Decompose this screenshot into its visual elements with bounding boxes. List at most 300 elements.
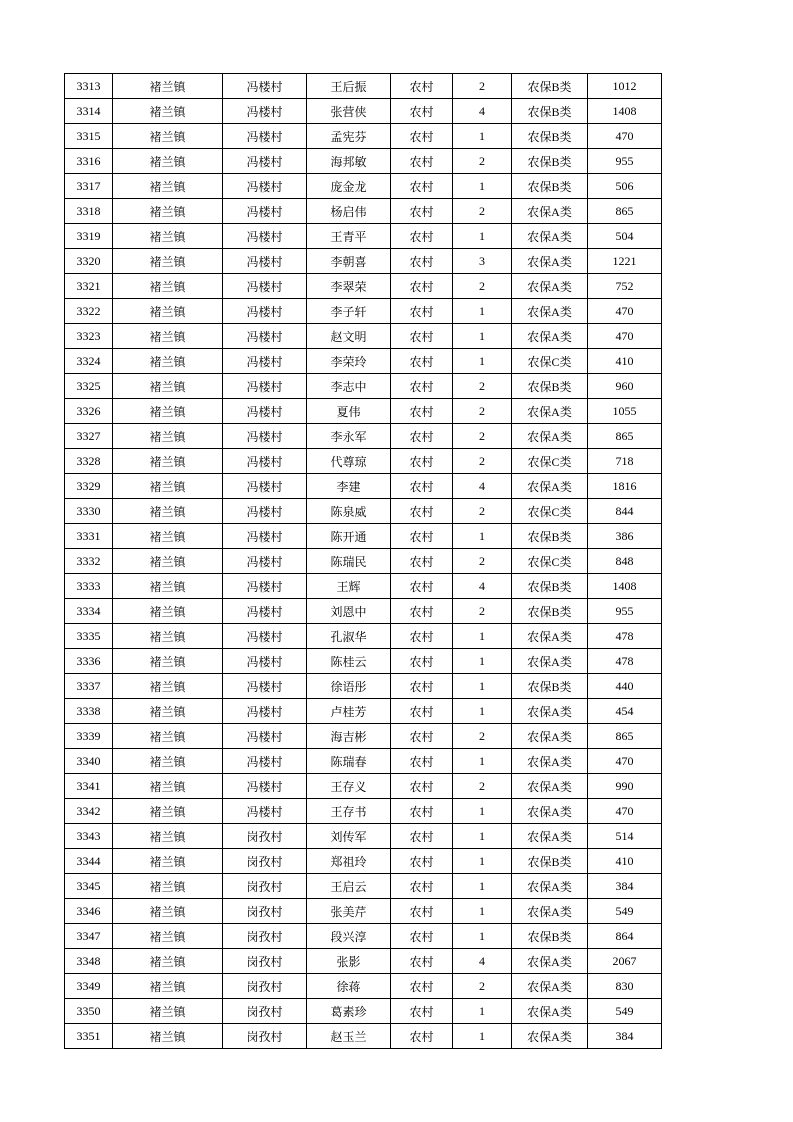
cell-village: 冯楼村 <box>223 499 307 524</box>
cell-category: 农保A类 <box>512 199 588 224</box>
cell-amount: 1055 <box>588 399 662 424</box>
cell-village: 岗孜村 <box>223 974 307 999</box>
cell-amount: 1221 <box>588 249 662 274</box>
cell-id: 3316 <box>65 149 113 174</box>
cell-village: 冯楼村 <box>223 449 307 474</box>
cell-name: 刘传军 <box>307 824 391 849</box>
cell-category: 农保C类 <box>512 349 588 374</box>
cell-count: 1 <box>453 124 512 149</box>
table-row <box>65 374 662 399</box>
cell-type: 农村 <box>391 274 453 299</box>
cell-category: 农保A类 <box>512 424 588 449</box>
cell-count: 1 <box>453 899 512 924</box>
cell-count: 2 <box>453 499 512 524</box>
cell-amount: 955 <box>588 599 662 624</box>
cell-amount: 386 <box>588 524 662 549</box>
cell-id: 3318 <box>65 199 113 224</box>
cell-town: 褚兰镇 <box>113 649 223 674</box>
cell-category: 农保B类 <box>512 374 588 399</box>
cell-name: 王存义 <box>307 774 391 799</box>
table-row <box>65 249 662 274</box>
cell-type: 农村 <box>391 199 453 224</box>
cell-type: 农村 <box>391 449 453 474</box>
cell-category: 农保B类 <box>512 74 588 99</box>
records-table <box>64 73 662 1049</box>
table-row <box>65 924 662 949</box>
cell-type: 农村 <box>391 849 453 874</box>
cell-category: 农保A类 <box>512 399 588 424</box>
cell-count: 2 <box>453 974 512 999</box>
cell-category: 农保C类 <box>512 549 588 574</box>
cell-name: 杨启伟 <box>307 199 391 224</box>
cell-name: 陈瑞民 <box>307 549 391 574</box>
cell-id: 3337 <box>65 674 113 699</box>
cell-category: 农保A类 <box>512 899 588 924</box>
cell-count: 1 <box>453 699 512 724</box>
cell-village: 岗孜村 <box>223 849 307 874</box>
cell-category: 农保A类 <box>512 949 588 974</box>
table-row <box>65 399 662 424</box>
cell-town: 褚兰镇 <box>113 549 223 574</box>
cell-amount: 844 <box>588 499 662 524</box>
cell-count: 2 <box>453 774 512 799</box>
cell-amount: 1012 <box>588 74 662 99</box>
cell-town: 褚兰镇 <box>113 449 223 474</box>
cell-count: 1 <box>453 874 512 899</box>
cell-town: 褚兰镇 <box>113 974 223 999</box>
cell-id: 3336 <box>65 649 113 674</box>
cell-count: 4 <box>453 949 512 974</box>
cell-town: 褚兰镇 <box>113 599 223 624</box>
table-row <box>65 549 662 574</box>
table-row <box>65 424 662 449</box>
cell-type: 农村 <box>391 749 453 774</box>
cell-village: 冯楼村 <box>223 799 307 824</box>
cell-count: 1 <box>453 799 512 824</box>
cell-type: 农村 <box>391 1024 453 1049</box>
cell-category: 农保A类 <box>512 874 588 899</box>
cell-category: 农保A类 <box>512 249 588 274</box>
cell-id: 3346 <box>65 899 113 924</box>
cell-type: 农村 <box>391 349 453 374</box>
cell-town: 褚兰镇 <box>113 174 223 199</box>
cell-town: 褚兰镇 <box>113 499 223 524</box>
cell-village: 冯楼村 <box>223 474 307 499</box>
cell-town: 褚兰镇 <box>113 424 223 449</box>
cell-type: 农村 <box>391 949 453 974</box>
cell-town: 褚兰镇 <box>113 899 223 924</box>
cell-id: 3342 <box>65 799 113 824</box>
cell-town: 褚兰镇 <box>113 299 223 324</box>
cell-name: 郑祖玲 <box>307 849 391 874</box>
cell-name: 陈开通 <box>307 524 391 549</box>
cell-id: 3317 <box>65 174 113 199</box>
cell-village: 岗孜村 <box>223 924 307 949</box>
cell-id: 3314 <box>65 99 113 124</box>
cell-count: 1 <box>453 749 512 774</box>
cell-amount: 960 <box>588 374 662 399</box>
cell-id: 3324 <box>65 349 113 374</box>
cell-count: 1 <box>453 924 512 949</box>
cell-town: 褚兰镇 <box>113 74 223 99</box>
table-row <box>65 674 662 699</box>
cell-amount: 504 <box>588 224 662 249</box>
cell-count: 2 <box>453 74 512 99</box>
cell-id: 3343 <box>65 824 113 849</box>
cell-name: 代尊琼 <box>307 449 391 474</box>
cell-name: 王启云 <box>307 874 391 899</box>
cell-id: 3348 <box>65 949 113 974</box>
cell-count: 2 <box>453 449 512 474</box>
cell-village: 冯楼村 <box>223 424 307 449</box>
cell-town: 褚兰镇 <box>113 324 223 349</box>
cell-count: 4 <box>453 99 512 124</box>
table-row <box>65 774 662 799</box>
cell-id: 3333 <box>65 574 113 599</box>
cell-name: 葛素珍 <box>307 999 391 1024</box>
cell-amount: 864 <box>588 924 662 949</box>
cell-village: 冯楼村 <box>223 599 307 624</box>
cell-town: 褚兰镇 <box>113 99 223 124</box>
cell-count: 2 <box>453 599 512 624</box>
cell-category: 农保A类 <box>512 824 588 849</box>
cell-amount: 454 <box>588 699 662 724</box>
cell-amount: 955 <box>588 149 662 174</box>
cell-count: 2 <box>453 399 512 424</box>
cell-id: 3321 <box>65 274 113 299</box>
cell-amount: 384 <box>588 874 662 899</box>
cell-count: 1 <box>453 999 512 1024</box>
cell-village: 冯楼村 <box>223 774 307 799</box>
cell-count: 1 <box>453 524 512 549</box>
cell-amount: 470 <box>588 299 662 324</box>
table-row <box>65 974 662 999</box>
cell-amount: 865 <box>588 724 662 749</box>
cell-village: 冯楼村 <box>223 249 307 274</box>
table-row <box>65 599 662 624</box>
cell-village: 冯楼村 <box>223 99 307 124</box>
cell-type: 农村 <box>391 374 453 399</box>
cell-name: 赵玉兰 <box>307 1024 391 1049</box>
cell-town: 褚兰镇 <box>113 849 223 874</box>
cell-village: 冯楼村 <box>223 724 307 749</box>
cell-village: 冯楼村 <box>223 399 307 424</box>
cell-category: 农保B类 <box>512 674 588 699</box>
cell-type: 农村 <box>391 299 453 324</box>
cell-name: 王后振 <box>307 74 391 99</box>
cell-amount: 410 <box>588 849 662 874</box>
cell-name: 李荣玲 <box>307 349 391 374</box>
cell-category: 农保B类 <box>512 174 588 199</box>
cell-town: 褚兰镇 <box>113 799 223 824</box>
cell-count: 2 <box>453 724 512 749</box>
cell-name: 陈瑞春 <box>307 749 391 774</box>
cell-village: 冯楼村 <box>223 124 307 149</box>
cell-town: 褚兰镇 <box>113 524 223 549</box>
cell-amount: 1408 <box>588 99 662 124</box>
cell-category: 农保B类 <box>512 599 588 624</box>
table-row <box>65 574 662 599</box>
table-row <box>65 499 662 524</box>
table-row <box>65 749 662 774</box>
cell-town: 褚兰镇 <box>113 574 223 599</box>
cell-category: 农保A类 <box>512 999 588 1024</box>
cell-amount: 514 <box>588 824 662 849</box>
table-row <box>65 824 662 849</box>
cell-town: 褚兰镇 <box>113 149 223 174</box>
cell-town: 褚兰镇 <box>113 924 223 949</box>
cell-id: 3332 <box>65 549 113 574</box>
cell-village: 冯楼村 <box>223 299 307 324</box>
cell-name: 孟宪芬 <box>307 124 391 149</box>
cell-amount: 752 <box>588 274 662 299</box>
cell-town: 褚兰镇 <box>113 249 223 274</box>
cell-type: 农村 <box>391 624 453 649</box>
cell-name: 李志中 <box>307 374 391 399</box>
table-row <box>65 224 662 249</box>
cell-count: 1 <box>453 174 512 199</box>
cell-amount: 478 <box>588 649 662 674</box>
cell-name: 李建 <box>307 474 391 499</box>
cell-town: 褚兰镇 <box>113 374 223 399</box>
cell-count: 3 <box>453 249 512 274</box>
cell-id: 3351 <box>65 1024 113 1049</box>
cell-type: 农村 <box>391 499 453 524</box>
cell-town: 褚兰镇 <box>113 774 223 799</box>
cell-town: 褚兰镇 <box>113 874 223 899</box>
cell-category: 农保B类 <box>512 524 588 549</box>
cell-amount: 478 <box>588 624 662 649</box>
cell-name: 张影 <box>307 949 391 974</box>
cell-category: 农保A类 <box>512 624 588 649</box>
cell-village: 冯楼村 <box>223 174 307 199</box>
table-row <box>65 649 662 674</box>
cell-town: 褚兰镇 <box>113 399 223 424</box>
cell-type: 农村 <box>391 899 453 924</box>
cell-type: 农村 <box>391 699 453 724</box>
cell-type: 农村 <box>391 224 453 249</box>
cell-town: 褚兰镇 <box>113 674 223 699</box>
cell-name: 陈桂云 <box>307 649 391 674</box>
cell-name: 段兴淳 <box>307 924 391 949</box>
cell-count: 4 <box>453 574 512 599</box>
cell-category: 农保A类 <box>512 649 588 674</box>
cell-village: 冯楼村 <box>223 74 307 99</box>
cell-type: 农村 <box>391 649 453 674</box>
cell-id: 3323 <box>65 324 113 349</box>
cell-type: 农村 <box>391 474 453 499</box>
cell-category: 农保B类 <box>512 149 588 174</box>
cell-id: 3347 <box>65 924 113 949</box>
cell-name: 刘恩中 <box>307 599 391 624</box>
cell-type: 农村 <box>391 74 453 99</box>
cell-village: 岗孜村 <box>223 899 307 924</box>
table-row <box>65 74 662 99</box>
cell-amount: 830 <box>588 974 662 999</box>
cell-category: 农保B类 <box>512 99 588 124</box>
cell-id: 3350 <box>65 999 113 1024</box>
cell-village: 冯楼村 <box>223 274 307 299</box>
cell-town: 褚兰镇 <box>113 474 223 499</box>
cell-count: 1 <box>453 624 512 649</box>
cell-count: 2 <box>453 149 512 174</box>
cell-type: 农村 <box>391 999 453 1024</box>
cell-name: 徐语彤 <box>307 674 391 699</box>
cell-category: 农保A类 <box>512 1024 588 1049</box>
cell-count: 1 <box>453 299 512 324</box>
table-row <box>65 199 662 224</box>
cell-type: 农村 <box>391 924 453 949</box>
cell-town: 褚兰镇 <box>113 724 223 749</box>
cell-village: 岗孜村 <box>223 999 307 1024</box>
cell-village: 冯楼村 <box>223 224 307 249</box>
cell-name: 海吉彬 <box>307 724 391 749</box>
cell-type: 农村 <box>391 149 453 174</box>
cell-amount: 1816 <box>588 474 662 499</box>
cell-category: 农保A类 <box>512 274 588 299</box>
table-row <box>65 724 662 749</box>
cell-count: 2 <box>453 374 512 399</box>
cell-name: 李子轩 <box>307 299 391 324</box>
cell-amount: 470 <box>588 124 662 149</box>
cell-category: 农保A类 <box>512 774 588 799</box>
cell-town: 褚兰镇 <box>113 949 223 974</box>
cell-id: 3339 <box>65 724 113 749</box>
cell-type: 农村 <box>391 174 453 199</box>
cell-type: 农村 <box>391 324 453 349</box>
cell-count: 2 <box>453 274 512 299</box>
cell-id: 3344 <box>65 849 113 874</box>
cell-category: 农保B类 <box>512 574 588 599</box>
cell-count: 2 <box>453 424 512 449</box>
cell-category: 农保A类 <box>512 224 588 249</box>
cell-id: 3341 <box>65 774 113 799</box>
cell-name: 王存书 <box>307 799 391 824</box>
cell-category: 农保A类 <box>512 799 588 824</box>
cell-id: 3329 <box>65 474 113 499</box>
cell-village: 岗孜村 <box>223 824 307 849</box>
cell-type: 农村 <box>391 424 453 449</box>
table-row <box>65 899 662 924</box>
cell-count: 1 <box>453 849 512 874</box>
cell-village: 冯楼村 <box>223 574 307 599</box>
cell-count: 1 <box>453 1024 512 1049</box>
cell-name: 赵文明 <box>307 324 391 349</box>
cell-amount: 470 <box>588 749 662 774</box>
cell-amount: 865 <box>588 424 662 449</box>
table-row <box>65 799 662 824</box>
cell-category: 农保A类 <box>512 699 588 724</box>
cell-name: 孔淑华 <box>307 624 391 649</box>
table-row <box>65 624 662 649</box>
cell-village: 冯楼村 <box>223 524 307 549</box>
cell-type: 农村 <box>391 674 453 699</box>
cell-id: 3313 <box>65 74 113 99</box>
cell-village: 冯楼村 <box>223 699 307 724</box>
cell-town: 褚兰镇 <box>113 224 223 249</box>
cell-count: 4 <box>453 474 512 499</box>
cell-category: 农保A类 <box>512 749 588 774</box>
cell-village: 冯楼村 <box>223 349 307 374</box>
cell-amount: 410 <box>588 349 662 374</box>
cell-village: 冯楼村 <box>223 199 307 224</box>
cell-category: 农保B类 <box>512 924 588 949</box>
cell-type: 农村 <box>391 774 453 799</box>
cell-amount: 440 <box>588 674 662 699</box>
table-row <box>65 174 662 199</box>
cell-id: 3338 <box>65 699 113 724</box>
cell-village: 冯楼村 <box>223 149 307 174</box>
table-row <box>65 274 662 299</box>
cell-name: 张美芹 <box>307 899 391 924</box>
cell-name: 徐蒋 <box>307 974 391 999</box>
cell-town: 褚兰镇 <box>113 749 223 774</box>
cell-name: 海邦敏 <box>307 149 391 174</box>
table-row <box>65 99 662 124</box>
cell-type: 农村 <box>391 574 453 599</box>
cell-village: 岗孜村 <box>223 874 307 899</box>
table-row <box>65 124 662 149</box>
cell-name: 王青平 <box>307 224 391 249</box>
cell-name: 陈泉威 <box>307 499 391 524</box>
cell-type: 农村 <box>391 824 453 849</box>
cell-name: 庞金龙 <box>307 174 391 199</box>
cell-id: 3345 <box>65 874 113 899</box>
cell-village: 冯楼村 <box>223 549 307 574</box>
cell-name: 卢桂芳 <box>307 699 391 724</box>
cell-village: 岗孜村 <box>223 1024 307 1049</box>
cell-name: 李永军 <box>307 424 391 449</box>
cell-id: 3331 <box>65 524 113 549</box>
cell-count: 1 <box>453 224 512 249</box>
table-row <box>65 1024 662 1049</box>
cell-count: 1 <box>453 824 512 849</box>
cell-amount: 549 <box>588 999 662 1024</box>
cell-id: 3335 <box>65 624 113 649</box>
cell-village: 岗孜村 <box>223 949 307 974</box>
cell-type: 农村 <box>391 399 453 424</box>
cell-category: 农保C类 <box>512 499 588 524</box>
cell-name: 王辉 <box>307 574 391 599</box>
table-row <box>65 699 662 724</box>
cell-count: 1 <box>453 649 512 674</box>
cell-type: 农村 <box>391 124 453 149</box>
table-row <box>65 299 662 324</box>
table-row <box>65 324 662 349</box>
table-row <box>65 474 662 499</box>
cell-town: 褚兰镇 <box>113 124 223 149</box>
cell-amount: 865 <box>588 199 662 224</box>
cell-category: 农保A类 <box>512 324 588 349</box>
cell-category: 农保B类 <box>512 849 588 874</box>
cell-town: 褚兰镇 <box>113 1024 223 1049</box>
cell-id: 3327 <box>65 424 113 449</box>
table-row <box>65 849 662 874</box>
table-row <box>65 349 662 374</box>
cell-id: 3334 <box>65 599 113 624</box>
cell-type: 农村 <box>391 524 453 549</box>
cell-category: 农保A类 <box>512 474 588 499</box>
cell-town: 褚兰镇 <box>113 824 223 849</box>
cell-type: 农村 <box>391 599 453 624</box>
cell-category: 农保A类 <box>512 724 588 749</box>
cell-id: 3320 <box>65 249 113 274</box>
cell-count: 1 <box>453 324 512 349</box>
cell-count: 2 <box>453 199 512 224</box>
cell-id: 3325 <box>65 374 113 399</box>
cell-amount: 848 <box>588 549 662 574</box>
cell-category: 农保A类 <box>512 974 588 999</box>
